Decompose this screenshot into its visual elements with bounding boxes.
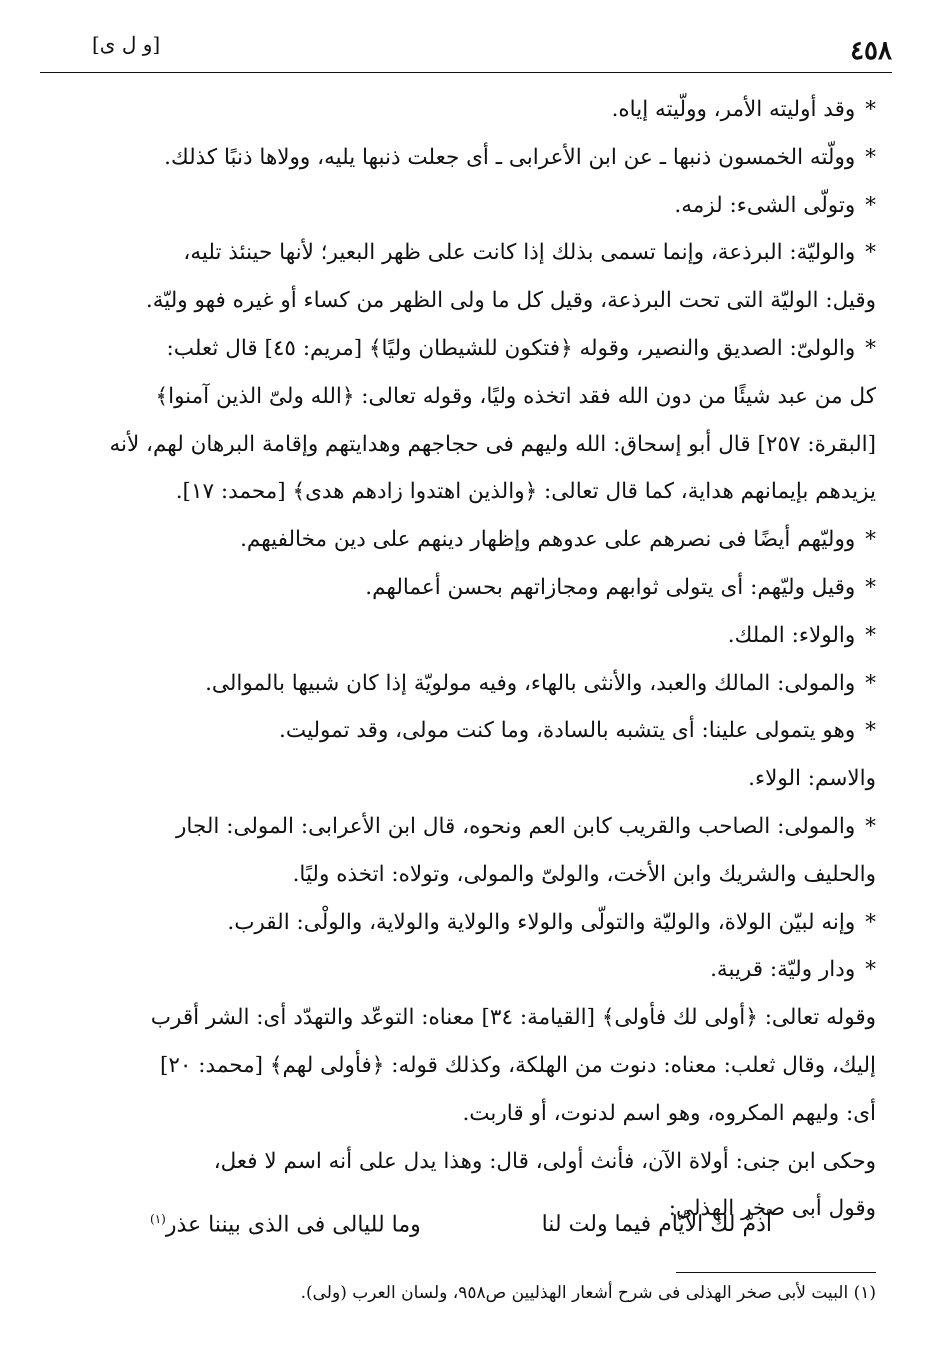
entry-line-text: وقيل: الوليّة التى تحت البرذعة، وقيل كل ما ولى الظهر من كساء أو غيره فهو وليّة. xyxy=(145,288,876,314)
entry-line-text: والولىّ: الصديق والنصير، وقوله ﴿فتكون للشيطان وليًا﴾ [مريم: ٤٥] قال ثعلب: xyxy=(166,335,856,361)
entry-line xyxy=(44,86,876,134)
entry-star-marker: * xyxy=(865,718,876,744)
entry-star-marker: * xyxy=(865,957,876,983)
verse-hemistich-1: أذمّ لك الأيّام فيما ولت لنا xyxy=(541,1212,772,1237)
entry-line-text: يزيدهم بإيمانهم هداية، كما قال تعالى: ﴿والذين اهتدوا زادهم هدى﴾ [محمد: ١٧]. xyxy=(175,479,876,505)
entry-line xyxy=(44,516,876,564)
entry-line xyxy=(44,851,876,899)
entry-star-marker: * xyxy=(865,574,876,600)
entry-line xyxy=(44,468,876,516)
entry-line-text: والمولى: المالك والعبد، والأنثى بالهاء، وفيه مولويّة إذا كان شبيها بالموالى. xyxy=(205,670,856,696)
entry-line-text: وقيل وليّهم: أى يتولى ثوابهم ومجازاتهم بحسن أعمالهم. xyxy=(365,574,856,600)
entry-line xyxy=(44,182,876,230)
entry-line-text: كل من عبد شيئًا من دون الله فقد اتخذه وليًا، وقوله تعالى: ﴿الله ولىّ الذين آمنوا﴾ xyxy=(155,383,876,409)
footnote xyxy=(44,1278,876,1308)
entry-line-text: والمولى: الصاحب والقريب كابن العم ونحوه، قال ابن الأعرابى: المولى: الجار xyxy=(176,813,856,839)
entry-line-text: [البقرة: ٢٥٧] قال أبو إسحاق: الله وليهم فى حجاجهم وهدايتهم وإقامة البرهان لهم، لأنه xyxy=(109,431,876,457)
entry-line xyxy=(44,994,876,1042)
footnote-divider xyxy=(676,1272,876,1273)
entry-line-text: ووليّهم أيضًا فى نصرهم على عدوهم وإظهار دينهم على دين مخالفيهم. xyxy=(240,527,856,553)
verse-hemistich-2 xyxy=(150,1212,421,1237)
poetry-verse xyxy=(110,1212,782,1256)
entry-line-text: وحكى ابن جنى: أولاة الآن، فأنث أولى، قال: وهذا يدل على أنه اسم لا فعل، xyxy=(213,1148,876,1174)
entry-line xyxy=(44,277,876,325)
entry-line-text: والاسم: الولاء. xyxy=(748,766,876,792)
entry-star-marker: * xyxy=(865,240,876,266)
entry-line-text: أى: وليهم المكروه، وهو اسم لدنوت، أو قاربت. xyxy=(462,1100,876,1126)
root-label: [و ل ى] xyxy=(92,32,161,56)
entry-line xyxy=(44,899,876,947)
entry-line xyxy=(44,325,876,373)
entry-body xyxy=(44,86,876,1233)
entry-line-text: وهو يتمولى علينا: أى يتشبه بالسادة، وما كنت مولى، وقد تموليت. xyxy=(279,718,856,744)
entry-star-marker: * xyxy=(865,335,876,361)
entry-line-text: وقوله تعالى: ﴿أولى لك فأولى﴾ [القيامة: ٣٤] معناه: التوعّد والتهدّد أى: الشر أقرب xyxy=(150,1005,876,1031)
hemistich-2-text: وما لليالى فى الذى بيننا عذر xyxy=(165,1212,421,1238)
entry-star-marker: * xyxy=(865,909,876,935)
entry-line xyxy=(44,755,876,803)
page-number: ٤٥٨ xyxy=(850,36,892,66)
entry-line xyxy=(44,707,876,755)
entry-line-text: وولّته الخمسون ذنبها ـ عن ابن الأعرابى ـ أى جعلت ذنبها يليه، وولاها ذنبًا كذلك. xyxy=(164,144,856,170)
entry-line xyxy=(44,1042,876,1090)
entry-line xyxy=(44,421,876,469)
entry-line xyxy=(44,229,876,277)
entry-line xyxy=(44,1138,876,1186)
entry-star-marker: * xyxy=(865,97,876,122)
entry-star-marker: * xyxy=(865,622,876,648)
entry-line-text: والحليف والشريك وابن الأخت، والولىّ والمولى، وتولاه: اتخذه وليًا. xyxy=(292,861,876,887)
entry-line xyxy=(44,612,876,660)
page-header xyxy=(40,22,892,73)
entry-line xyxy=(44,373,876,421)
entry-star-marker: * xyxy=(865,192,876,218)
entry-line xyxy=(44,660,876,708)
entry-star-marker: * xyxy=(865,670,876,696)
entry-line xyxy=(44,564,876,612)
entry-line-text: والوليّة: البرذعة، وإنما تسمى بذلك إذا كانت على ظهر البعير؛ لأنها حينئذ تليه، xyxy=(183,240,856,266)
entry-star-marker: * xyxy=(865,527,876,553)
entry-line-text: وإنه لبيّن الولاة، والوليّة والتولّى والولاء والولاية والولاية، والولْى: القرب. xyxy=(227,909,856,935)
entry-line xyxy=(44,803,876,851)
entry-line-text: والولاء: الملك. xyxy=(727,622,856,648)
entry-line-text: ودار وليّة: قريبة. xyxy=(710,957,856,983)
footnote-ref[interactable]: (١) xyxy=(150,1212,166,1226)
entry-line-text: وتولّى الشىء: لزمه. xyxy=(674,192,856,218)
entry-star-marker: * xyxy=(865,144,876,170)
footnote-text: البيت لأبى صخر الهذلى فى شرح أشعار الهذليين ص٩٥٨، ولسان العرب (ولى). xyxy=(300,1283,849,1303)
entry-star-marker: * xyxy=(865,813,876,839)
entry-line xyxy=(44,134,876,182)
entry-line xyxy=(44,1090,876,1138)
entry-line xyxy=(44,946,876,994)
entry-line-text: وقد أوليته الأمر، وولّيته إياه. xyxy=(611,97,856,122)
footnote-marker: (١) xyxy=(853,1283,876,1303)
entry-line-text: وقول أبى صخر الهذلى: xyxy=(668,1196,876,1222)
entry-line-text: إليك، وقال ثعلب: معناه: دنوت من الهلكة، وكذلك قوله: ﴿فأولى لهم﴾ [محمد: ٢٠] xyxy=(159,1052,876,1078)
